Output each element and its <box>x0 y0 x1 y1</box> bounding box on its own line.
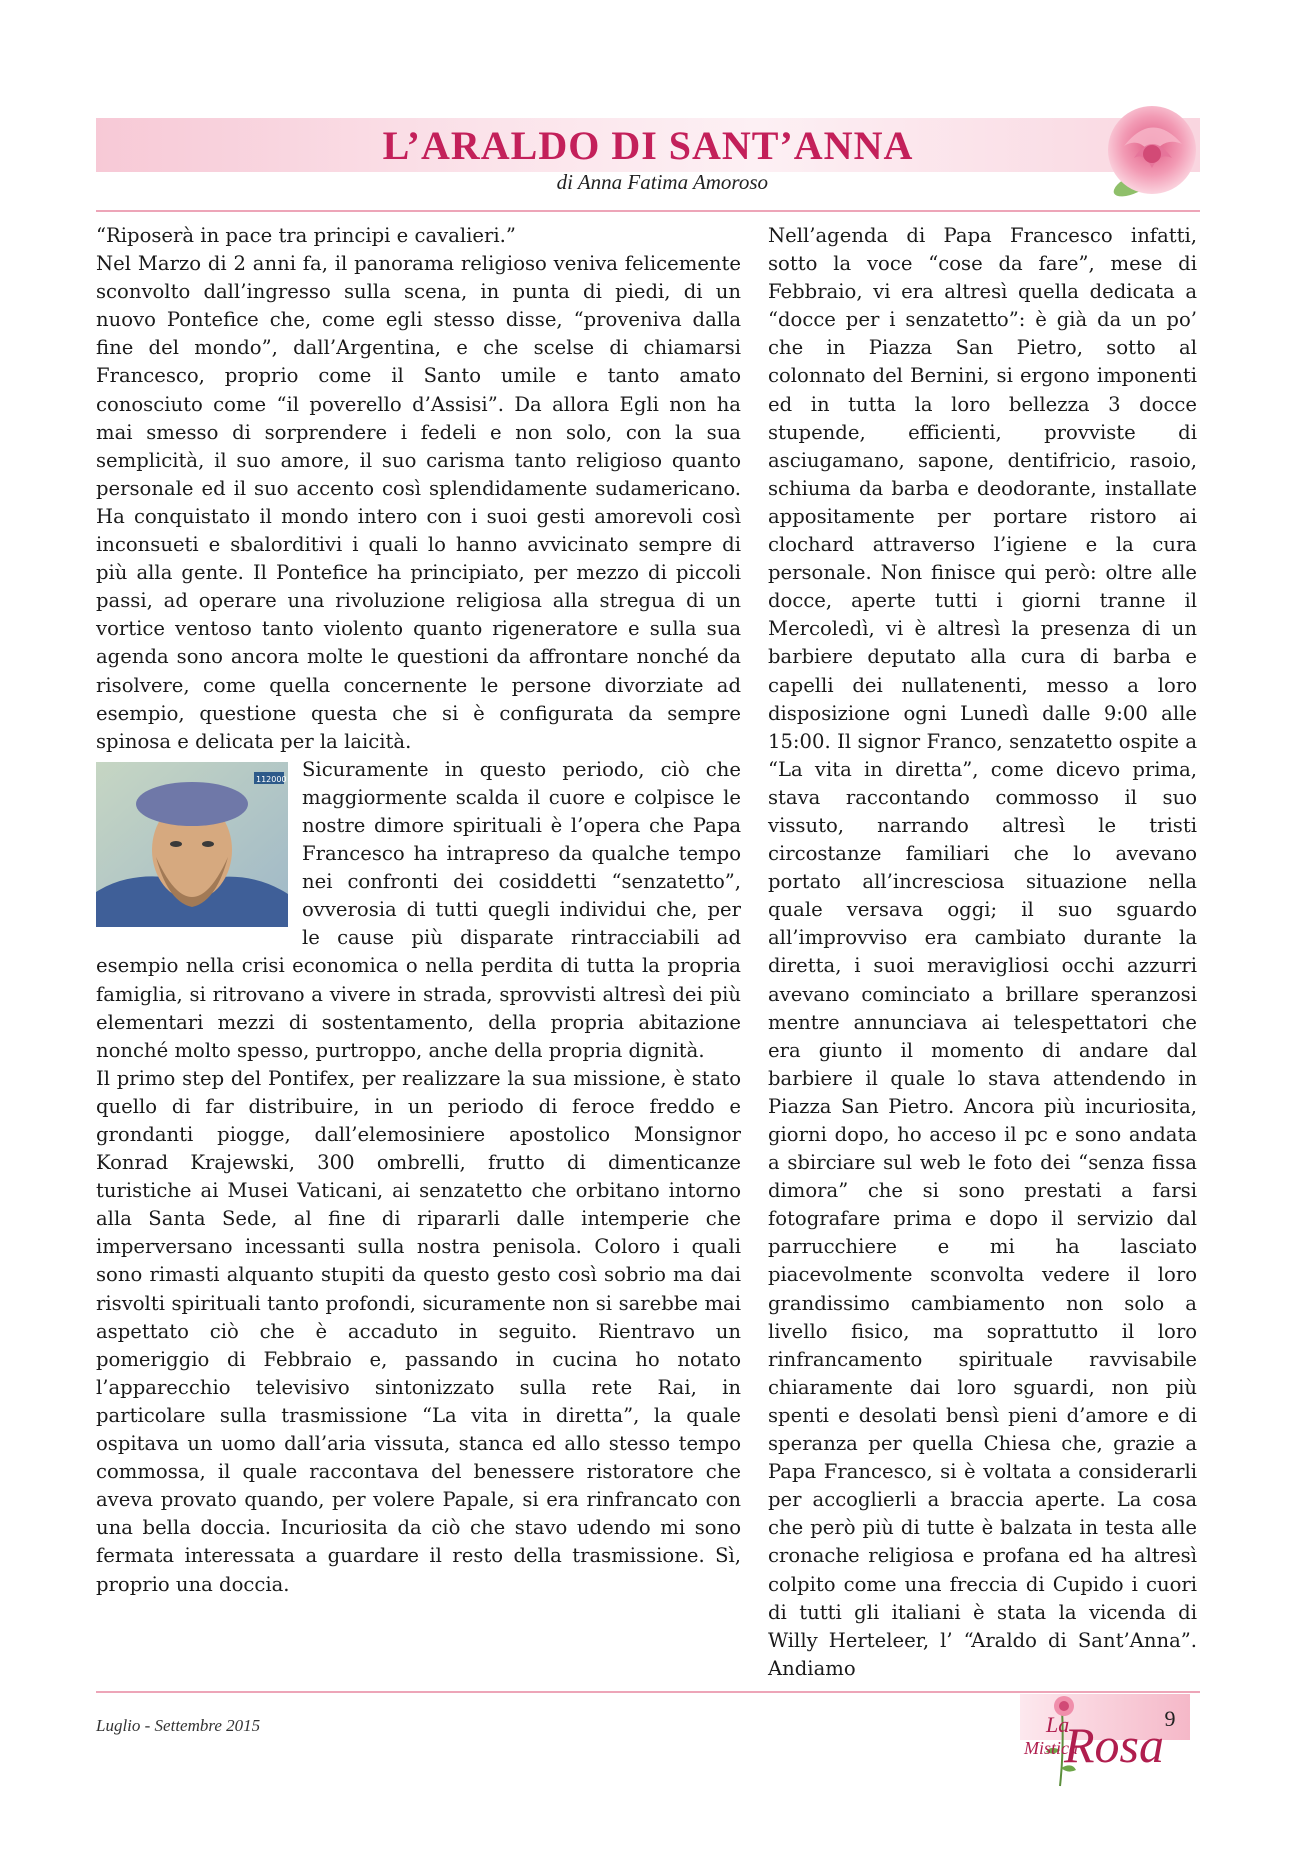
page-title: L’ARALDO DI SANT’ANNA <box>382 123 914 168</box>
photo-caption-number: 112000 <box>256 774 287 784</box>
article-paragraph: Sicuramente in questo periodo, ciò che maggiormente scalda il cuore e colpisce le nostre dimore spirituali è l’opera che Papa Francesco ha intrapreso da qualche tempo nei confronti dei cosiddetti “senzatetto”, ovverosia di tutti quegli individui che, per le cause più disparate rintracciabili ad esempio nella crisi economica o nella perdita di tutta la propria famiglia, si ritrovano a vivere in strada, sprovvisti altresì dei più elementari mezzi di sostentamento, della propria abitazione nonché molto spesso, purtroppo, anche della propria dignità. <box>96 757 741 1062</box>
issue-date: Luglio - Settembre 2015 <box>96 1716 261 1735</box>
logo-text-mistica: Mistica <box>1024 1738 1078 1758</box>
article-paragraph: Nel Marzo di 2 anni fa, il panorama religioso veniva felicemente sconvolto dall’ingresso sulla scena, in punta di piedi, di un nuovo Pontefice che, come egli stesso disse, “proveniva dalla fine del mondo”, dall’Argentina, e che scelse di chiamarsi Francesco, proprio come il Santo umile e tanto amato conosciuto come “il poverello d’Assisi”. Da allora Egli non ha mai smesso di sorprendere i fedeli e non solo, con la sua semplicità, il suo amore, il suo carisma tanto religioso quanto personale ed il suo accento così splendidamente sudamericano. Ha conquistato il mondo intero con i suoi gesti amorevoli così inconsueti e sbalorditivi i quali lo hanno avvicinato sempre di più alla gente. Il Pontefice ha principiato, per mezzo di piccoli passi, ad operare una rivoluzione religiosa alla stregua di un vortice ventoso tanto violento quanto rigeneratore e sulla sua agenda sono ancora molte le questioni da affrontare nonché da risolvere, come quella concernente le persone divorziate ad esempio, questione questa che si è configurata da sempre spinosa e delicata per la laicità. <box>96 252 741 753</box>
byline: di Anna Fatima Amoroso <box>556 170 768 194</box>
page-number: 9 <box>1164 1706 1176 1731</box>
logo-text-la: La <box>1046 1712 1070 1737</box>
portrait-photo <box>96 762 288 927</box>
rose-icon <box>1094 96 1204 206</box>
article-column-right <box>768 222 1197 1683</box>
article-paragraph: “Riposerà in pace tra principi e cavalieri.” <box>96 224 516 247</box>
header-rule <box>96 210 1200 212</box>
article-paragraph: Il primo step del Pontifex, per realizzare la sua missione, è stato quello di far distribuire, in un periodo di feroce freddo e grondanti piogge, dall’elemosiniere apostolico Monsignor Konrad Krajewski, 300 ombrelli, frutto di dimenticanze turistiche ai Musei Vaticani, ai senzatetto che orbitano intorno alla Santa Sede, al fine di ripararli dalle intemperie che imperversano incessanti sulla nostra penisola. Coloro i quali sono rimasti alquanto stupiti da questo gesto così sobrio ma dai risvolti spirituali tanto profondi, sicuramente non si sarebbe mai aspettato ciò che è accaduto in seguito. Rientravo un pomeriggio di Febbraio e, passando in cucina ho notato l’apparecchio televisivo sintonizzato sulla rete Rai, in particolare sulla trasmissione “La vita in diretta”, la quale ospitava un uomo dall’aria vissuta, stanca ed allo stesso tempo commossa, il quale raccontava del benessere ristoratore che aveva provato quando, per volere Papale, si era rinfrancato con una bella doccia. Incuriosita da ciò che stavo udendo mi sono fermata interessata a guardare il resto della trasmissione. Sì, proprio una doccia. <box>96 1066 741 1596</box>
logo-text-rosa: Rosa <box>1064 1717 1164 1773</box>
article-paragraph: Nell’agenda di Papa Francesco infatti, sotto la voce “cose da fare”, mese di Febbraio, vi era altresì quella dedicata a “docce per i senzatetto”: è già da un po’ che in Piazza San Pietro, sotto al colonnato del Bernini, si ergono imponenti ed in tutta la loro bellezza 3 docce stupende, efficienti, provviste di asciugamano, sapone, dentifricio, rasoio, schiuma da barba e deodorante, installate appositamente per portare ristoro ai clochard attraverso l’igiene e la cura personale. Non finisce qui però: oltre alle docce, aperte tutti i giorni tranne il Mercoledì, vi è altresì la presenza di un barbiere deputato alla cura di barba e capelli dei nullatenenti, messo a loro disposizione ogni Lunedì dalle 9:00 alle 15:00. Il signor Franco, senzatetto ospite a “La vita in diretta”, come dicevo prima, stava raccontando commosso il suo vissuto, narrando altresì le tristi circostanze familiari che lo avevano portato all’incresciosa situazione nella quale versava oggi; il suo sguardo all’improvviso era cambiato durante la diretta, i suoi meravigliosi occhi azzurri avevano cominciato a brillare speranzosi mentre annunciava ai telespettatori che era giunto il momento di andare dal barbiere il quale lo stava attendendo in Piazza San Pietro. Ancora più incuriosita, giorni dopo, ho acceso il pc e sono andata a sbirciare sul web le foto dei “senza fissa dimora” che si sono prestati a farsi fotografare prima e dopo il servizio dal parrucchiere e mi ha lasciato piacevolmente sconvolta vedere il loro grandissimo cambiamento non solo a livello fisico, ma soprattutto il loro rinfrancamento spirituale ravvisabile chiaramente dai loro sguardi, non più spenti e desolati bensì pieni d’amore e di speranza per quella Chiesa che, grazie a Papa Francesco, si è voltata a considerarli per accoglierli a braccia aperte. La cosa che però più di tutte è balzata in testa alle cronache religiosa e profana ed ha altresì colpito come una freccia di Cupido i cuori di tutti gli italiani è stata la vicenda di Willy Herteleer, l’ “Araldo di Sant’Anna”. Andiamo <box>768 224 1197 1680</box>
article-column-left <box>96 222 741 1599</box>
